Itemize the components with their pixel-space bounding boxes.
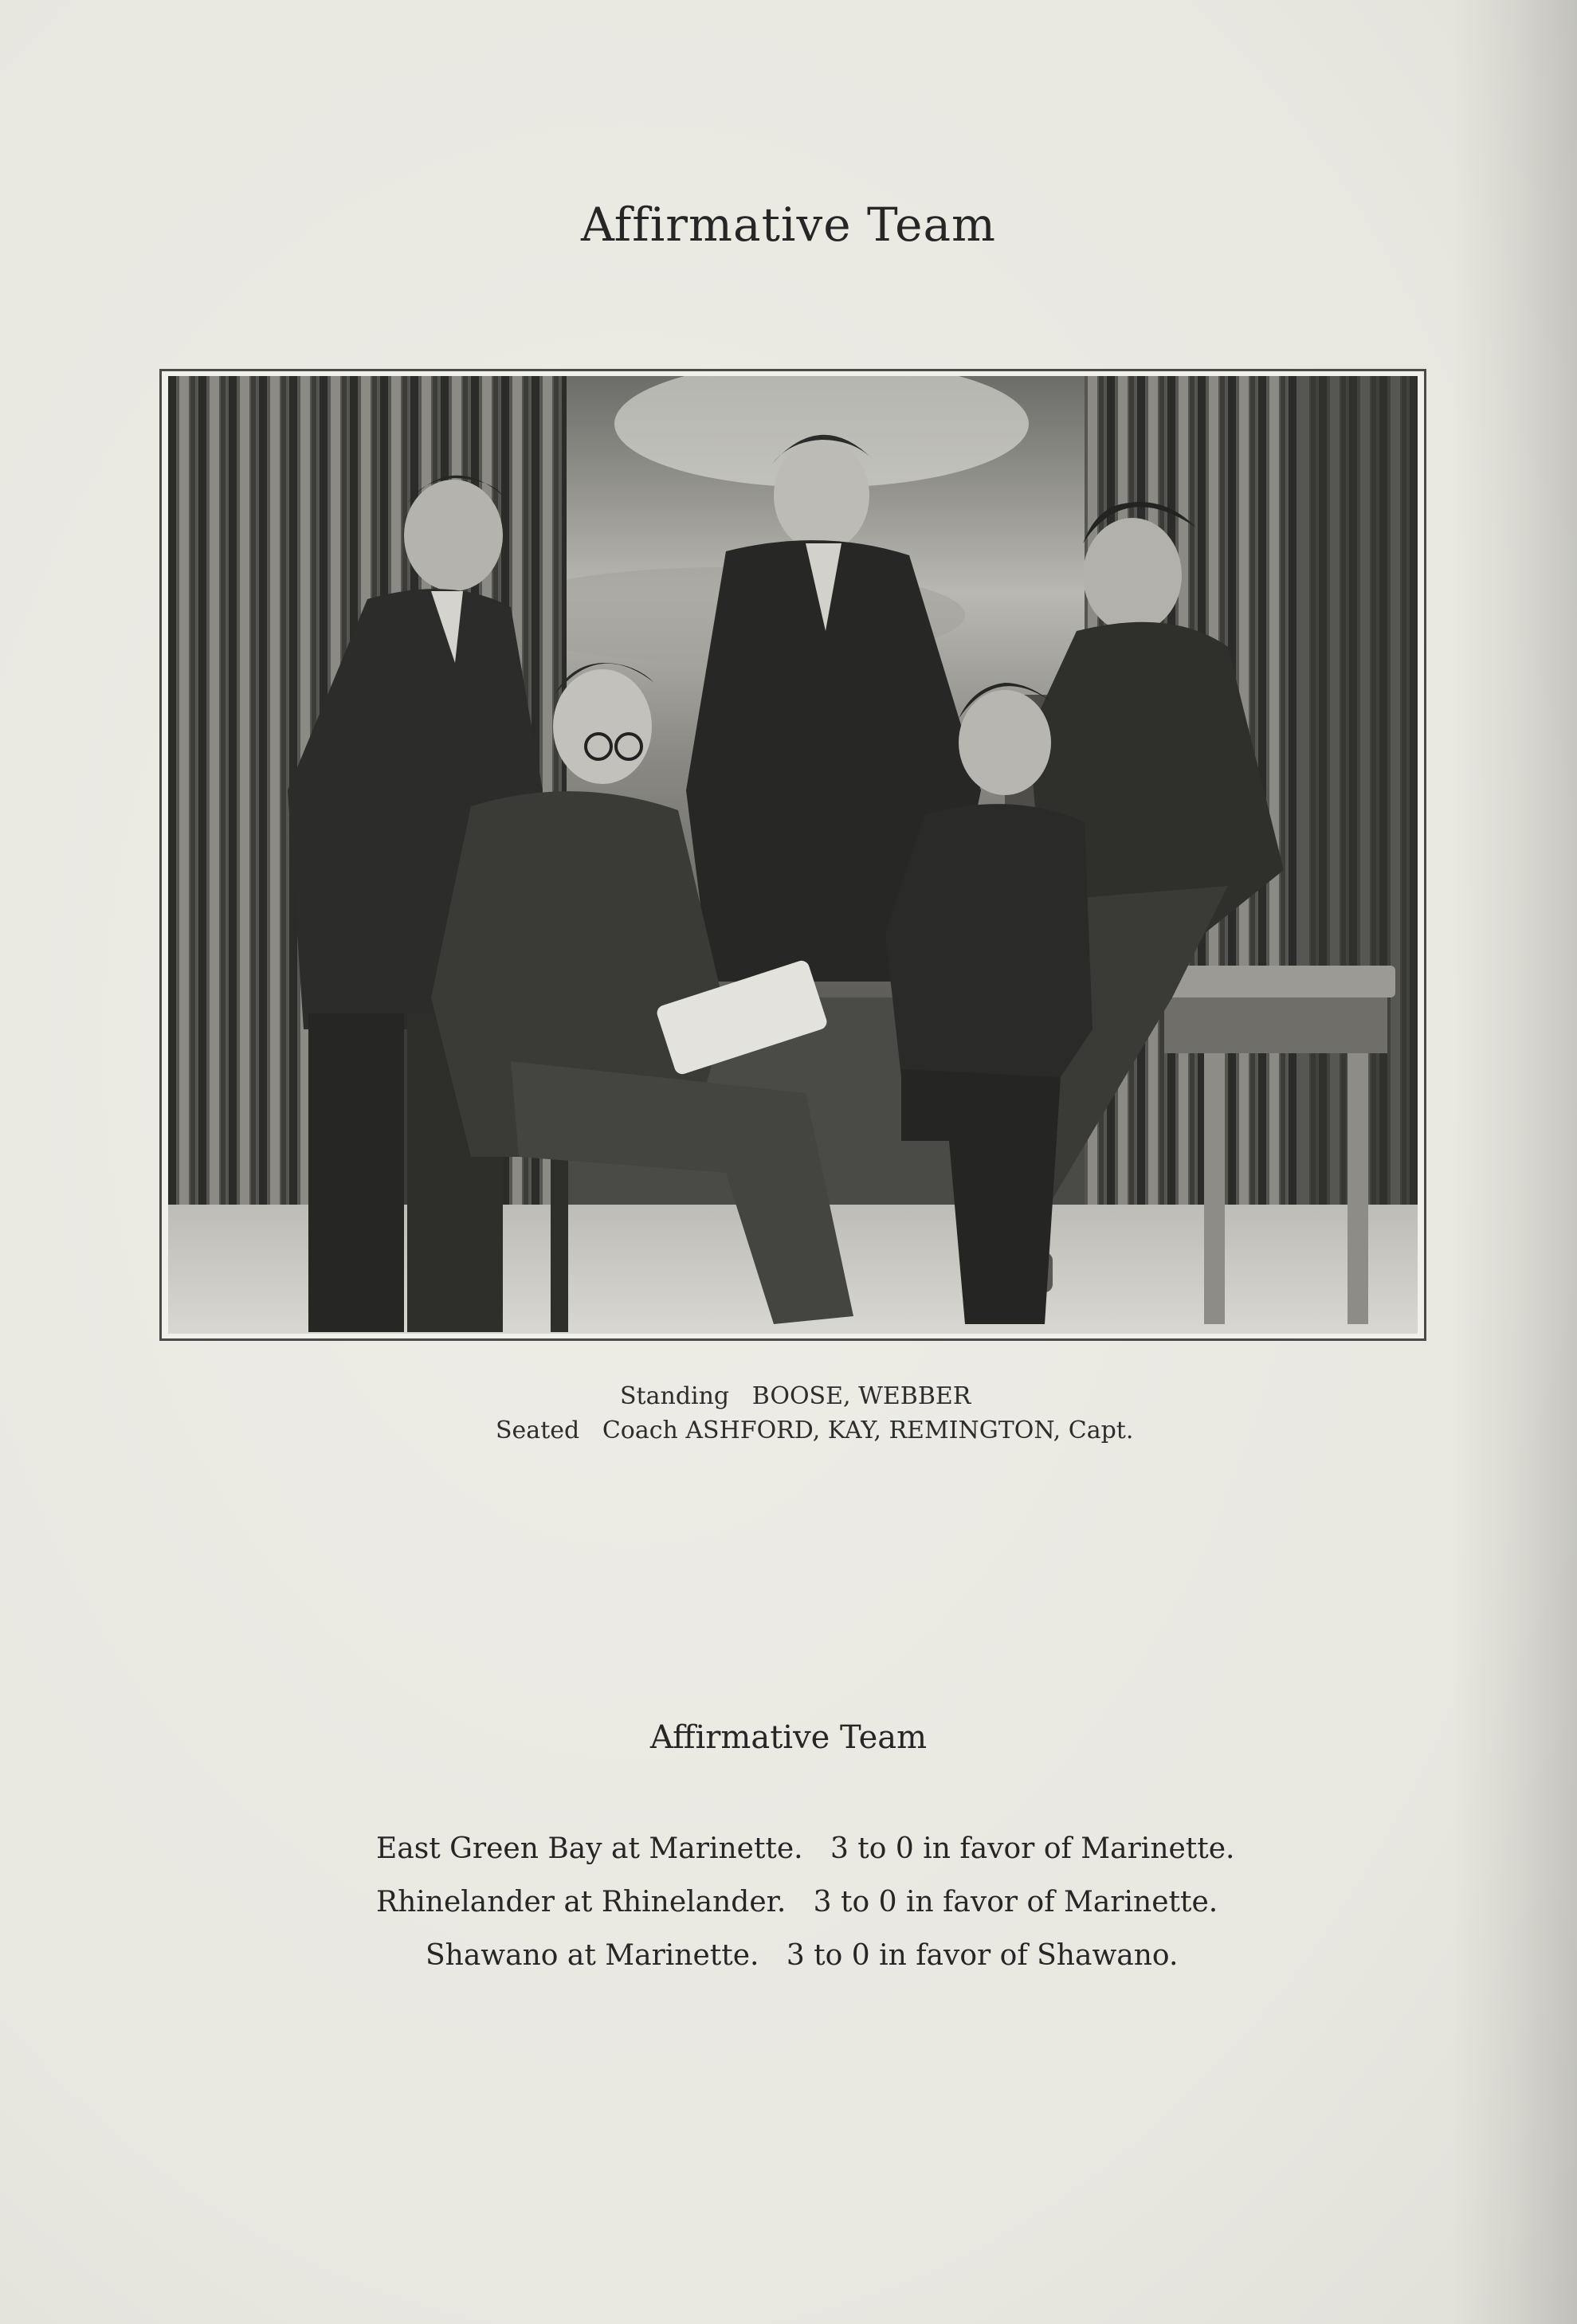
result-line: Shawano at Marinette. 3 to 0 in favor of Shawano. <box>426 1939 1179 1972</box>
page-title: Affirmative Team <box>580 198 997 252</box>
result-line: East Green Bay at Marinette. 3 to 0 in favor of Marinette. <box>376 1832 1235 1865</box>
results-title: Affirmative Team <box>649 1719 928 1756</box>
caption-standing: Standing BOOSE, WEBBER <box>620 1382 971 1410</box>
result-line: Rhinelander at Rhinelander. 3 to 0 in favor of Marinette. <box>376 1886 1218 1918</box>
caption-seated: Seated Coach ASHFORD, KAY, REMINGTON, Capt. <box>496 1417 1134 1444</box>
team-photo-illustration <box>168 376 1418 1334</box>
team-photo-frame <box>159 369 1426 1341</box>
team-photo <box>168 376 1418 1334</box>
